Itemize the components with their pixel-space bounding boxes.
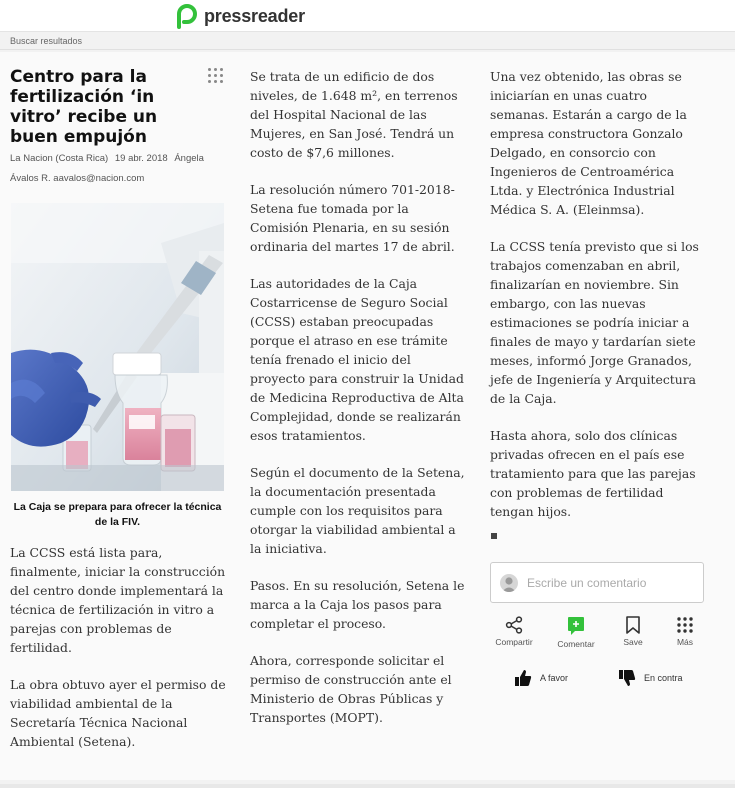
- column-2: [250, 67, 465, 745]
- top-bar: [0, 0, 735, 32]
- article-page: [0, 52, 735, 780]
- share-label: Compartir: [495, 637, 533, 647]
- column-3: [490, 67, 705, 539]
- paragraph: Hasta ahora, solo dos clínicas privadas ofrecen en el país ese tratamiento para que las parejas con problemas de fertilidad tengan hijos.: [490, 428, 696, 519]
- vote-down-label: En contra: [644, 673, 683, 683]
- article-photo[interactable]: [11, 203, 224, 491]
- comment-box[interactable]: [490, 562, 704, 603]
- divider: [0, 784, 735, 788]
- photo-caption: La Caja se prepara para ofrecer la técnica de la FIV.: [13, 501, 222, 528]
- more-dots-icon: [676, 616, 694, 634]
- paragraph: La resolución número 701-2018-Setena fue tomada por la Comisión Plenaria, en su sesión ordinaria del martes 17 de abril.: [250, 182, 455, 254]
- comment-button[interactable]: [549, 616, 603, 649]
- pressreader-logo-icon: [176, 3, 198, 29]
- article-actions: [490, 616, 704, 656]
- comment-icon: [567, 616, 585, 636]
- avatar: [500, 574, 518, 592]
- paragraph: Se trata de un edificio de dos niveles, de 1.648 m², en terrenos del Hospital Nacional de las Mujeres, en San José. Tendrá un costo de $7,6 millones.: [250, 69, 458, 160]
- more-label: Más: [676, 637, 694, 647]
- comment-input[interactable]: [527, 574, 655, 592]
- article-meta: [10, 149, 225, 189]
- breadcrumb[interactable]: Buscar resultados: [10, 36, 83, 46]
- user-icon: [500, 574, 518, 592]
- more-button[interactable]: [658, 616, 712, 647]
- paragraph: Una vez obtenido, las obras se iniciarían en unas cuatro semanas. Estarán a cargo de la empresa constructora Gonzalo Delgado, en consorcio con Ingenieros de Centroamérica Ltda. y Electrónica Industrial Médica S. A. (Eleinmsa).: [490, 69, 687, 217]
- paragraph: Pasos. En su resolución, Setena le marca a la Caja los pasos para completar el proceso.: [250, 578, 465, 631]
- share-button[interactable]: [487, 616, 541, 647]
- save-label: Save: [623, 637, 643, 647]
- vote-bar: [490, 669, 704, 691]
- comment-label: Comentar: [557, 639, 595, 649]
- paragraph: Las autoridades de la Caja Costarricense de Seguro Social (CCSS) estaban preocupadas porque el atraso en ese trámite tenía frenado el inicio del proyecto para construir la Unidad de Medicina Reproductiva de Alta Complejidad, donde se realizarán esos tratamientos.: [250, 276, 464, 443]
- pressreader-logo[interactable]: [176, 3, 305, 29]
- save-button[interactable]: [606, 616, 660, 647]
- bookmark-icon: [625, 616, 641, 634]
- end-of-article-mark: [491, 533, 497, 539]
- article-author: Ángela Ávalos R. aavalos@nacion.com: [10, 153, 204, 184]
- paragraph: Ahora, corresponde solicitar el permiso de construcción ante el Ministerio de Obras Públicas y Transportes (MOPT).: [250, 653, 452, 725]
- article-date: 19 abr. 2018: [114, 153, 168, 164]
- share-icon: [505, 616, 523, 634]
- brand-name: pressreader: [204, 5, 305, 26]
- thumbs-down-icon: [618, 669, 636, 687]
- lab-pipette-photo: [11, 203, 224, 491]
- paragraph: La CCSS tenía previsto que si los trabajos comenzaban en abril, finalizarían en noviembre. Sin embargo, con las nuevas estimaciones se podría iniciar a finales de mayo y tardarían siete meses, informó Jorge Granados, jefe de Ingeniería y Arquitectura de la Caja.: [490, 239, 699, 406]
- article-source[interactable]: La Nacion (Costa Rica): [10, 153, 109, 164]
- paragraph: La obra obtuvo ayer el permiso de viabilidad ambiental de la Secretaría Técnica Nacional Ambiental (Setena).: [10, 677, 226, 749]
- vote-down-button[interactable]: [618, 669, 683, 687]
- divider: [0, 49, 735, 50]
- paragraph: Según el documento de la Setena, la documentación presentada cumple con los requisitos para otorgar la viabilidad ambiental a la iniciativa.: [250, 465, 465, 556]
- grid-dots-icon[interactable]: [208, 68, 224, 84]
- thumbs-up-icon: [514, 669, 532, 687]
- vote-up-button[interactable]: [514, 669, 568, 687]
- paragraph: La CCSS está lista para, finalmente, iniciar la construcción del centro donde implementará la técnica de fertilización in vitro a parejas con problemas de fertilidad.: [10, 545, 226, 655]
- article-title: Centro para la fertilización ‘in vitro’ recibe un buen empujón: [10, 67, 158, 147]
- vote-up-label: A favor: [540, 673, 569, 683]
- column-1: [10, 543, 226, 769]
